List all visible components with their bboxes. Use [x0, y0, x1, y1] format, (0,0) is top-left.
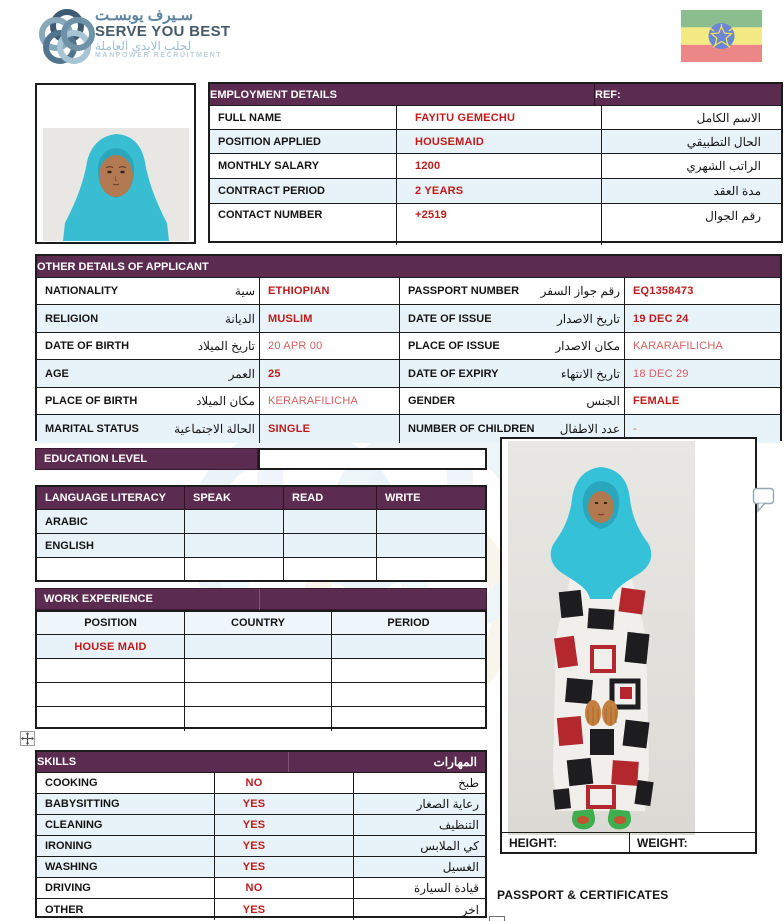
- column-header: COUNTRY: [185, 612, 332, 634]
- skill-value: YES: [215, 899, 354, 920]
- field-label: NATIONALITY: [45, 285, 119, 297]
- field-label-arabic: رقم جواز السفر: [540, 284, 620, 298]
- skill-label: WASHING: [37, 857, 215, 877]
- table-row: [37, 333, 780, 360]
- field-label: PLACE OF BIRTH: [45, 395, 138, 407]
- table-row: [37, 878, 485, 899]
- field-label-arabic: العمر: [228, 366, 255, 381]
- skill-value: YES: [215, 815, 354, 835]
- column-header: PERIOD: [387, 617, 430, 629]
- table-row: [37, 857, 485, 878]
- passport-photo-frame: [35, 83, 196, 244]
- skill-label-arabic: اخر: [461, 902, 479, 917]
- employment-header-row: [210, 84, 781, 106]
- skill-value: YES: [215, 794, 354, 814]
- period-cell: [332, 635, 485, 658]
- table-row: [37, 360, 780, 388]
- skill-label: COOKING: [37, 773, 215, 793]
- field-label-arabic: الراتب الشهري: [686, 159, 761, 173]
- skill-label-arabic: كي الملابس: [420, 839, 479, 853]
- field-label-arabic: مكان الاصدار: [555, 339, 620, 353]
- field-label: AGE: [45, 367, 69, 380]
- field-label-arabic: رقم الجوال: [705, 209, 761, 223]
- field-label: MONTHLY SALARY: [210, 154, 397, 178]
- table-row: [37, 683, 485, 707]
- height-label: HEIGHT:: [502, 833, 630, 852]
- work-experience-table: [35, 610, 487, 729]
- applicant-portrait-photo: [43, 128, 189, 241]
- field-label: RELIGION: [45, 312, 99, 325]
- table-row: [37, 899, 485, 920]
- table-row: [37, 558, 485, 582]
- column-header: LANGUAGE LITERACY: [37, 487, 185, 509]
- read-cell: [284, 534, 377, 557]
- field-value: 20 APR 00: [260, 333, 400, 359]
- education-level-value-box: [258, 448, 487, 470]
- write-cell: [377, 510, 485, 533]
- anchor-box-fragment: [489, 916, 505, 921]
- field-label: CONTRACT PERIOD: [210, 179, 397, 203]
- other-details-title: OTHER DETAILS OF APPLICANT: [37, 256, 780, 277]
- ethiopia-flag-icon: [681, 10, 762, 62]
- passport-certificates-title: PASSPORT & CERTIFICATES: [497, 888, 669, 902]
- education-level-header: EDUCATION LEVEL: [35, 448, 258, 470]
- language-name: ARABIC: [37, 510, 185, 533]
- write-cell: [377, 558, 485, 582]
- position-cell: [37, 659, 185, 682]
- language-name: [37, 558, 185, 582]
- table-row: [37, 388, 780, 415]
- work-experience-header: [35, 588, 487, 610]
- field-label-arabic: مدة العقد: [713, 184, 761, 198]
- period-cell: [332, 683, 485, 706]
- full-body-photo-panel: [500, 437, 757, 854]
- write-cell: [377, 534, 485, 557]
- field-value: ETHIOPIAN: [260, 278, 400, 304]
- other-details-table: [35, 254, 782, 441]
- table-row: [210, 179, 781, 204]
- brand-name-arabic: سـيرف يوبسـت: [95, 7, 194, 24]
- skill-label: DRIVING: [37, 878, 215, 898]
- table-row: [37, 659, 485, 683]
- field-value: EQ1358473: [633, 285, 694, 297]
- column-header: SPEAK: [185, 487, 284, 509]
- field-value: FEMALE: [633, 395, 680, 407]
- position-cell: [37, 683, 185, 706]
- speak-cell: [185, 558, 284, 582]
- skill-label: BABYSITTING: [37, 794, 215, 814]
- field-label-arabic: تاريخ الميلاد: [197, 339, 255, 353]
- brand-tagline-english: MANPOWER RECRUITMENT: [95, 52, 223, 60]
- field-value: MUSLIM: [260, 305, 400, 332]
- period-cell: [332, 707, 485, 731]
- field-value: 1200: [397, 154, 602, 178]
- table-row: [37, 794, 485, 815]
- height-weight-row: [502, 832, 755, 852]
- country-cell: [185, 707, 332, 731]
- read-cell: [284, 510, 377, 533]
- field-value: SINGLE: [260, 415, 400, 443]
- skill-label-arabic: التنظيف: [438, 818, 479, 832]
- field-label-arabic: الحال التطبيقي: [686, 134, 761, 149]
- table-move-handle-icon[interactable]: [20, 731, 35, 746]
- skill-label: IRONING: [37, 836, 215, 856]
- position-cell: HOUSE MAID: [37, 635, 185, 658]
- language-header-row: [37, 487, 485, 510]
- skills-header-row: [37, 752, 485, 773]
- agency-logo-icon: [36, 6, 98, 68]
- period-cell: [332, 659, 485, 682]
- field-label: DATE OF EXPIRY: [408, 367, 499, 380]
- skill-value: NO: [215, 878, 354, 898]
- work-header-row: [37, 612, 485, 635]
- field-label-arabic: مكان الميلاد: [196, 394, 255, 408]
- header-divider: [259, 589, 260, 611]
- skills-title: SKILLS: [37, 752, 289, 772]
- field-label-arabic: تاريخ الاصدار: [556, 311, 620, 326]
- skill-label-arabic: رعاية الصغار: [416, 797, 479, 811]
- field-value: KERARAFILICHA: [260, 388, 400, 414]
- other-details-header-row: [37, 256, 780, 278]
- language-literacy-table: [35, 485, 487, 582]
- field-value: +2519: [397, 204, 602, 245]
- table-row: [210, 130, 781, 154]
- field-value: 18 DEC 29: [633, 367, 689, 380]
- weight-label: WEIGHT:: [637, 835, 688, 850]
- table-row: [37, 534, 485, 558]
- table-row: [37, 773, 485, 794]
- field-label: POSITION APPLIED: [210, 130, 397, 153]
- comment-bubble-icon[interactable]: [752, 487, 776, 513]
- field-label-arabic: الحالة الاجتماعية: [174, 422, 255, 436]
- field-label-arabic: الديانة: [224, 311, 255, 326]
- field-label: MARITAL STATUS: [45, 423, 139, 435]
- field-label: FULL NAME: [210, 106, 397, 129]
- field-label-arabic: تاريخ الانتهاء: [560, 366, 620, 381]
- field-value: 19 DEC 24: [633, 312, 689, 325]
- applicant-full-body-photo: [508, 441, 695, 835]
- table-row: [37, 815, 485, 836]
- field-value: 25: [260, 360, 400, 387]
- skill-label: CLEANING: [37, 815, 215, 835]
- skill-value: NO: [215, 773, 354, 793]
- skill-label: OTHER: [37, 899, 215, 920]
- skill-label-arabic: طبخ: [458, 776, 479, 790]
- skills-table: [35, 750, 487, 918]
- country-cell: [185, 659, 332, 682]
- field-label-arabic: الجنس: [586, 394, 620, 408]
- table-row: [210, 106, 781, 130]
- table-row: [37, 836, 485, 857]
- field-label-arabic: سية: [234, 284, 255, 298]
- skill-value: YES: [215, 836, 354, 856]
- employment-ref-label: REF:: [595, 84, 781, 105]
- table-row: [37, 635, 485, 659]
- field-label-arabic: عدد الاطفال: [559, 422, 620, 436]
- field-value: 2 YEARS: [397, 179, 602, 203]
- language-name: ENGLISH: [37, 534, 185, 557]
- country-cell: [185, 635, 332, 658]
- brand-name-english: SERVE YOU BEST: [95, 22, 231, 40]
- field-label: PASSPORT NUMBER: [408, 285, 520, 297]
- skills-title-arabic: المهارات: [289, 752, 485, 772]
- field-label: NUMBER OF CHILDREN: [408, 423, 535, 435]
- table-row: [37, 707, 485, 731]
- table-row: [37, 305, 780, 333]
- field-label: PLACE OF ISSUE: [408, 340, 500, 352]
- country-cell: [185, 683, 332, 706]
- position-cell: [37, 707, 185, 731]
- field-label: CONTACT NUMBER: [210, 204, 397, 245]
- agency-logo-text: [95, 8, 230, 59]
- table-row: [210, 204, 781, 245]
- field-value: KARARAFILICHA: [633, 340, 724, 352]
- table-row: [210, 154, 781, 179]
- field-label: GENDER: [408, 395, 456, 407]
- brand-tagline-arabic: لجلب الايدي العاملة: [95, 38, 192, 53]
- work-experience-title: WORK EXPERIENCE: [44, 593, 153, 605]
- employment-title: EMPLOYMENT DETAILS: [210, 84, 595, 105]
- skill-value: YES: [215, 857, 354, 877]
- field-label: DATE OF BIRTH: [45, 340, 130, 352]
- field-value: -: [633, 423, 637, 435]
- field-value: FAYITU GEMECHU: [397, 106, 602, 129]
- field-label: DATE OF ISSUE: [408, 312, 492, 325]
- speak-cell: [185, 510, 284, 533]
- skill-label-arabic: الغسيل: [442, 860, 479, 874]
- table-row: [37, 278, 780, 305]
- column-header: POSITION: [37, 612, 185, 634]
- read-cell: [284, 558, 377, 582]
- field-value: HOUSEMAID: [397, 130, 602, 153]
- speak-cell: [185, 534, 284, 557]
- column-header: WRITE: [377, 487, 485, 509]
- column-header: READ: [284, 487, 377, 509]
- skill-label-arabic: قيادة السيارة: [413, 881, 479, 895]
- table-row: [37, 510, 485, 534]
- employment-details-table: [208, 82, 783, 243]
- field-label-arabic: الاسم الكامل: [696, 110, 761, 125]
